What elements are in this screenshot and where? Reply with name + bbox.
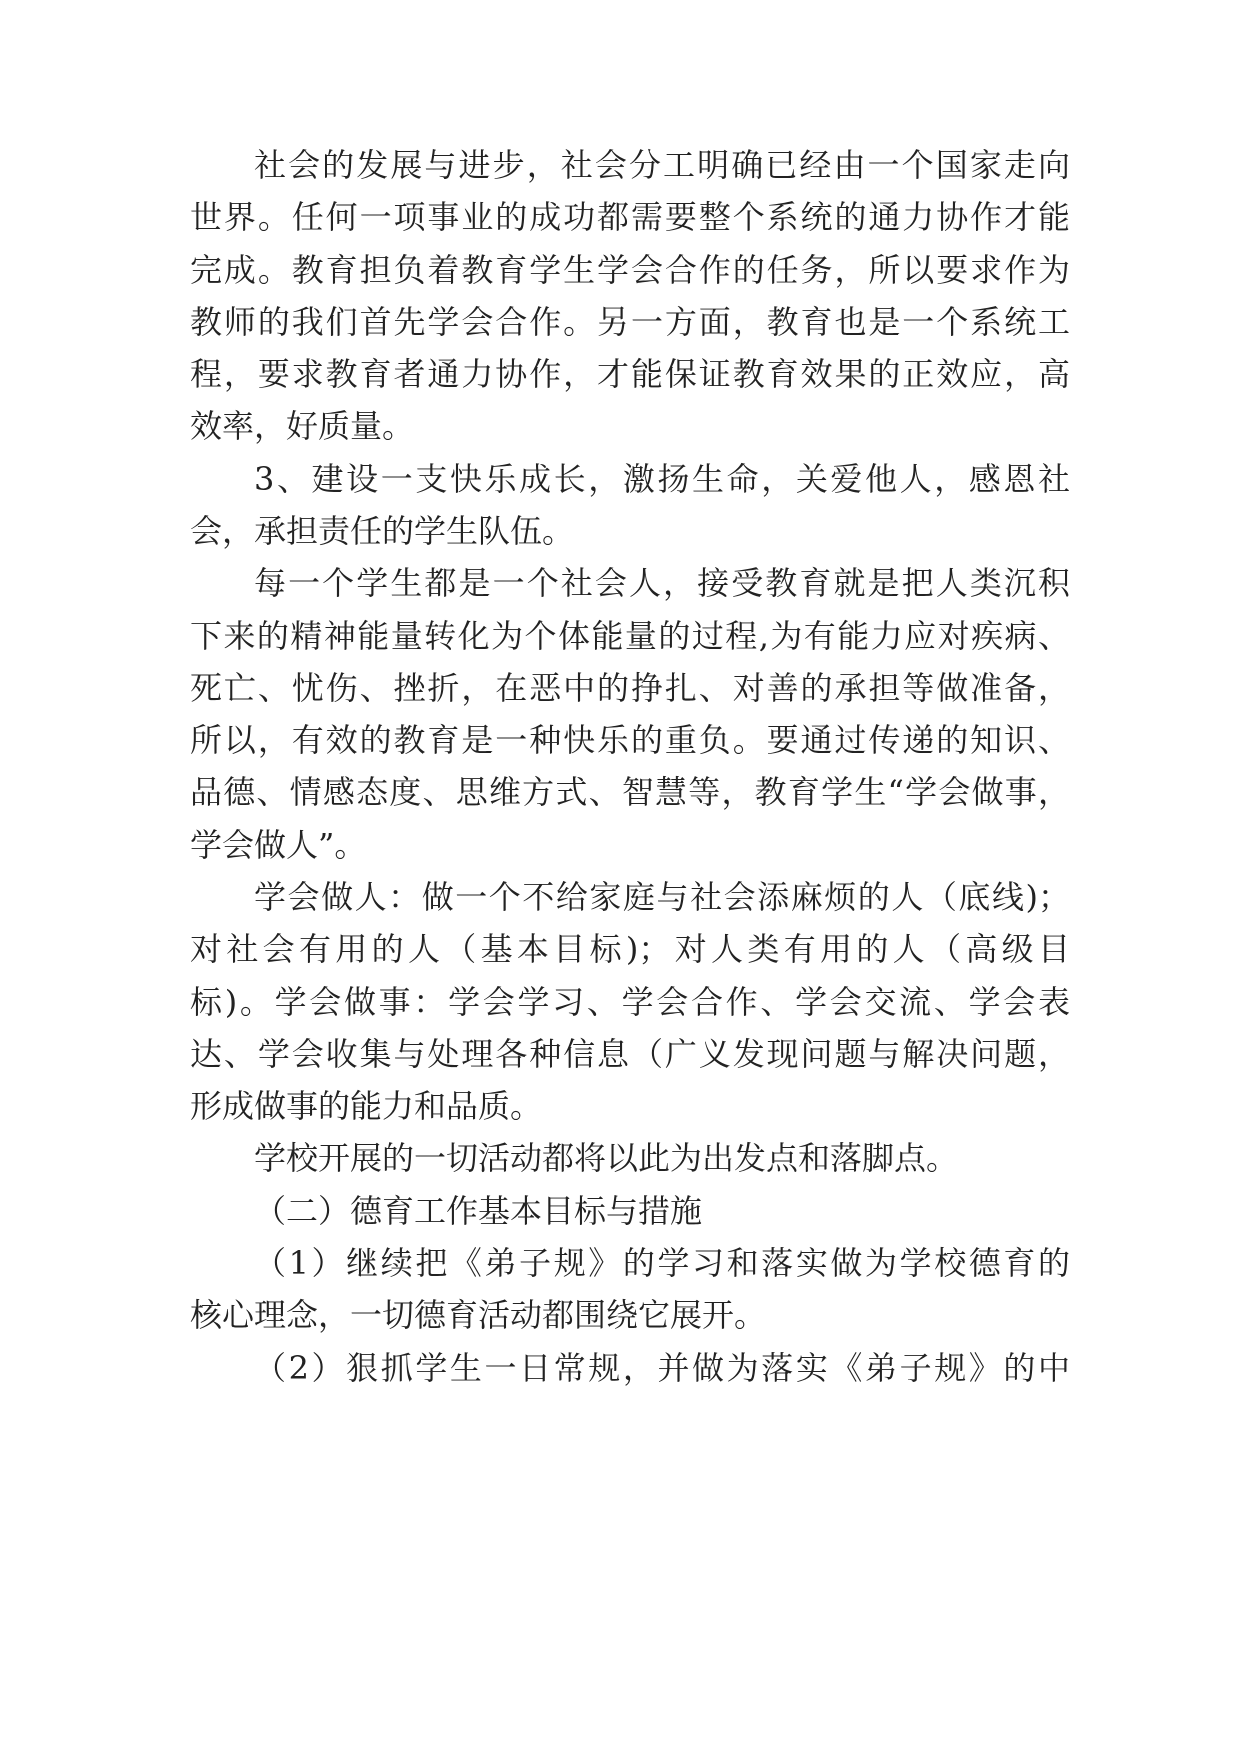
text-line: 学会做人：做一个不给家庭与社会添麻烦的人（底线)； (254, 878, 1070, 916)
text-line: 完成。教育担负着教育学生学会合作的任务，所以要求作为 (190, 251, 1070, 289)
text-line: 程，要求教育者通力协作，才能保证教育效果的正效应，高 (190, 355, 1070, 393)
section-heading: （二）德育工作基本目标与措施 (254, 1192, 703, 1230)
text-line: 世界。任何一项事业的成功都需要整个系统的通力协作才能 (190, 198, 1070, 236)
text-line: （2）狠抓学生一日常规，并做为落实《弟子规》的中 (254, 1349, 1070, 1387)
text-line: 教师的我们首先学会合作。另一方面，教育也是一个系统工 (190, 303, 1070, 341)
text-line: 形成做事的能力和品质。 (190, 1087, 543, 1125)
text-line: 效率，好质量。 (190, 407, 415, 445)
text-line: 学校开展的一切活动都将以此为出发点和落脚点。 (254, 1139, 959, 1177)
text-line: 对社会有用的人（基本目标)；对人类有用的人（高级目 (190, 930, 1070, 968)
text-line: 学会做人”。 (190, 826, 367, 864)
text-line: 3、建设一支快乐成长，激扬生命，关爱他人，感恩社 (254, 460, 1070, 498)
text-line: 标)。学会做事：学会学习、学会合作、学会交流、学会表 (190, 983, 1070, 1021)
text-line: 每一个学生都是一个社会人，接受教育就是把人类沉积 (254, 564, 1070, 602)
text-line: 达、学会收集与处理各种信息（广义发现问题与解决问题， (190, 1035, 1070, 1073)
text-line: 所以，有效的教育是一种快乐的重负。要通过传递的知识、 (190, 721, 1070, 759)
text-line: 会，承担责任的学生队伍。 (190, 512, 575, 550)
text-line: 死亡、忧伤、挫折，在恶中的挣扎、对善的承担等做准备， (190, 669, 1070, 707)
text-line: 核心理念，一切德育活动都围绕它展开。 (190, 1296, 767, 1334)
text-line: 社会的发展与进步，社会分工明确已经由一个国家走向 (254, 146, 1070, 184)
text-line: （1）继续把《弟子规》的学习和落实做为学校德育的 (254, 1244, 1070, 1282)
text-line: 下来的精神能量转化为个体能量的过程,为有能力应对疾病、 (190, 617, 1070, 655)
text-line: 品德、情感态度、思维方式、智慧等，教育学生“学会做事， (190, 773, 1070, 811)
